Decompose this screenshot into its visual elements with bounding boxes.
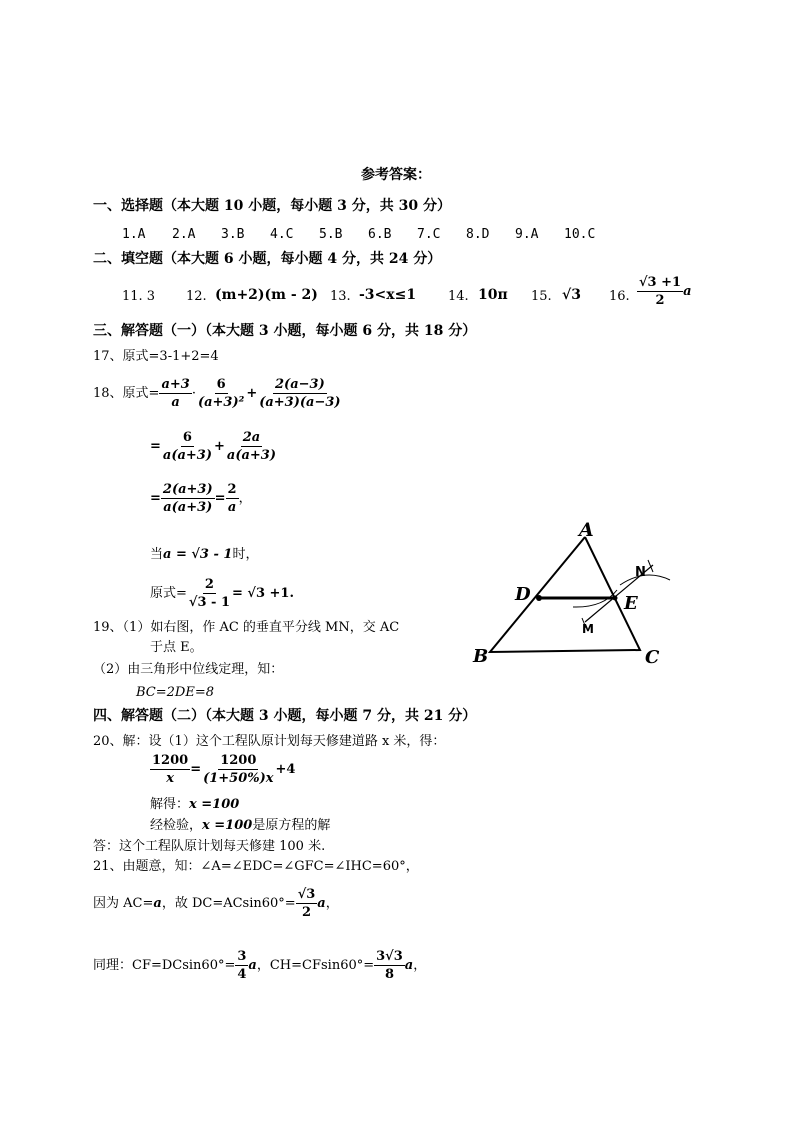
- label-d: D: [515, 584, 531, 605]
- fill-q12-value: (m+2)(m - 2): [215, 287, 318, 303]
- choice-answer: 9.A: [515, 227, 539, 242]
- fill-q11: 11. 3: [122, 289, 156, 304]
- choice-answer: 5.B: [319, 227, 343, 242]
- fill-q12-label: 12.: [186, 289, 207, 304]
- choice-answer: 6.B: [368, 227, 392, 242]
- fill-q15-value: √3: [562, 287, 581, 303]
- choice-answer: 3.B: [221, 227, 245, 242]
- triangle-figure: [465, 510, 695, 675]
- point-d: [536, 595, 542, 601]
- section-heading-solve-1: 三、解答题（一）（本大题 3 小题，每小题 6 分，共 18 分）: [93, 323, 477, 339]
- fill-q15-label: 15.: [531, 289, 552, 304]
- q19-line4: BC=2DE=8: [136, 685, 214, 700]
- choice-answer: 4.C: [270, 227, 294, 242]
- fill-q14-label: 14.: [448, 289, 469, 304]
- label-m: M: [582, 622, 594, 636]
- page-title: 参考答案：: [361, 167, 431, 183]
- q19-line1: 19、（1）如右图，作 AC 的垂直平分线 MN，交 AC: [93, 620, 400, 635]
- choice-answer: 7.C: [417, 227, 441, 242]
- section-heading-solve-2: 四、解答题（二）（本大题 3 小题，每小题 7 分，共 21 分）: [93, 708, 477, 724]
- q18-line3: = $\frac{2(a+3)}{a(a+3)}$ = $\frac{2}{a}$ ，: [150, 482, 252, 515]
- q21-line1: 21、由题意，知：∠A=∠EDC=∠GFC=∠IHC=60°，: [93, 859, 419, 874]
- label-c: C: [645, 647, 660, 668]
- q21-line3: 同理：CF=DCsin60°= $\frac{3}{4}$ a，CH=CFsin60°= $\frac{3√3}{8}$ a，: [93, 949, 427, 982]
- fill-q16-value: $\frac{√3 +1}{2}$ a: [639, 275, 692, 308]
- fill-q16-label: 16.: [609, 289, 630, 304]
- fill-q13-label: 13.: [330, 289, 351, 304]
- q18-line1: 18、原式= $\frac{a+3}{a}$ · $\frac{6}{\text{(a+3)²}}$ + $\frac{2(a-3)}{(a+3)(a-3)}$: [93, 377, 341, 410]
- label-a: A: [579, 519, 594, 541]
- section-heading-choice: 一、选择题（本大题 10 小题，每小题 3 分，共 30 分）: [93, 198, 451, 214]
- q20-line1: 20、解：设（1）这个工程队原计划每天修建道路 x 米，得：: [93, 734, 446, 749]
- fill-q14-value: 10π: [478, 287, 508, 303]
- q20-solve: 解得：x =100: [150, 797, 240, 812]
- q18-line2: = $\frac{6}{a(a+3)}$ + $\frac{2a}{a(a+3)}$: [150, 430, 276, 463]
- section-heading-fill: 二、填空题（本大题 6 小题，每小题 4 分，共 24 分）: [93, 251, 442, 267]
- label-n: N: [635, 565, 646, 580]
- fill-q13-value: -3<x≤1: [359, 287, 417, 303]
- choice-answer: 1.A: [122, 227, 146, 242]
- q18-line4: 当a = √3 - 1时，: [150, 547, 259, 562]
- q20-answer: 答：这个工程队原计划每天修建 100 米.: [93, 839, 326, 854]
- choice-answer: 10.C: [564, 227, 596, 242]
- q20-check: 经检验，x =100是原方程的解: [150, 818, 331, 833]
- q18-line5: 原式= $\frac{2}{√3 - 1}$ = √3 +1.: [150, 577, 294, 610]
- q17-answer: 17、原式=3-1+2=4: [93, 349, 219, 364]
- choice-answer: 2.A: [172, 227, 196, 242]
- q19-line3: （2）由三角形中位线定理，知：: [93, 662, 284, 677]
- q19-line2: 于点 E。: [150, 640, 203, 655]
- q20-equation: $\frac{1200}{x}$ = $\frac{1200}{(1+50\%)x}$ +4: [152, 753, 296, 786]
- choice-answer: 8.D: [466, 227, 490, 242]
- label-e: E: [624, 593, 638, 614]
- q21-line2: 因为 AC=a，故 DC=ACsin60°= $\frac{√3}{2}$ a，: [93, 887, 339, 920]
- label-b: B: [473, 646, 489, 667]
